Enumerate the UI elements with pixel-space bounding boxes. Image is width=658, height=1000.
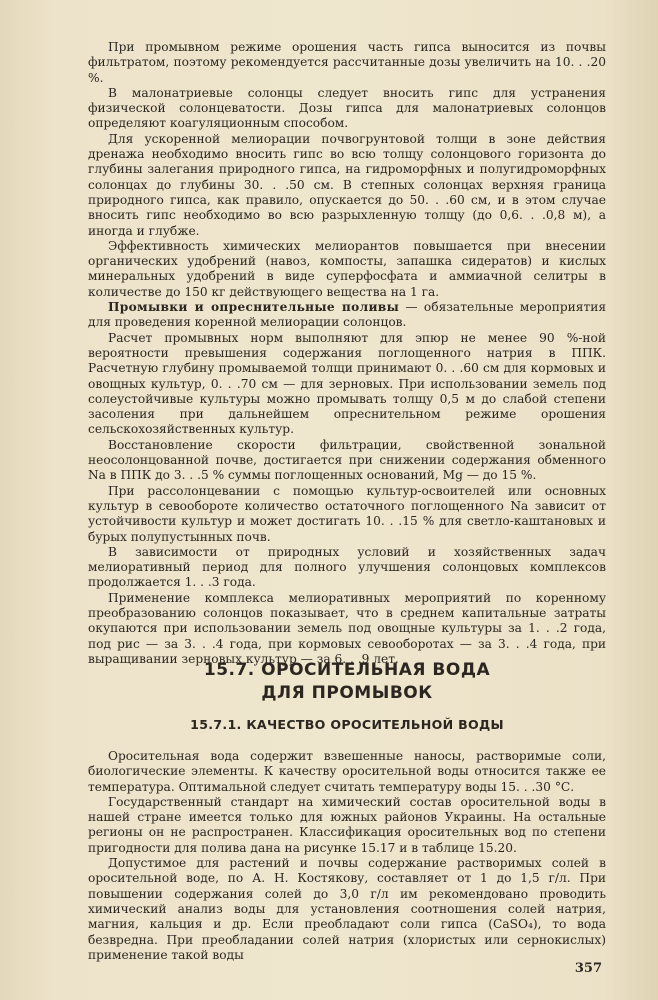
section-heading-line: ДЛЯ ПРОМЫВОК bbox=[261, 683, 433, 703]
paragraph-lead-term: Промывки и опреснительные поливы bbox=[108, 300, 400, 315]
body-text-bottom bbox=[88, 749, 606, 963]
paragraph: Применение комплекса мелиоративных мероприятий по коренному преобразованию солонцов показывает, что в среднем капитальные затраты окупаются при использовании земель под овощные культуры за 1. . .2 года, под рис — за 3. . .4 года, при кормовых севооборотах — за 3. . .4 года, при выращивании зерновых культур — за 6. . .9 лет. bbox=[88, 590, 606, 666]
paragraph: При промывном режиме орошения часть гипса выносится из почвы фильтратом, поэтому рекомендуется рассчитанные дозы увеличить на 10. . .20 %. bbox=[88, 40, 606, 85]
paragraph: В зависимости от природных условий и хозяйственных задач мелиоративный период для полного улучшения солонцовых комплексов продолжается 1. . .3 года. bbox=[88, 544, 606, 590]
section-heading-line: 15.7. ОРОСИТЕЛЬНАЯ ВОДА bbox=[203, 660, 491, 680]
paragraph: Эффективность химических мелиорантов повышается при внесении органических удобрений (навоз, компосты, запашка сидератов) и кислых минеральных удобрений в виде суперфосфата и аммиачной селитры в количестве до 150 кг действующего вещества на 1 га. bbox=[88, 238, 606, 299]
paragraph: В малонатриевые солонцы следует вносить гипс для устранения физической солонцеватости. Дозы гипса для малонатриевых солонцов определяют коагуляционным способом. bbox=[88, 85, 606, 131]
subsection-heading: 15.7.1. КАЧЕСТВО ОРОСИТЕЛЬНОЙ ВОДЫ bbox=[190, 717, 504, 732]
paragraph: Допустимое для растений и почвы содержание растворимых солей в оросительной воде, по А. Н. Костякову, составляет от 1 до 1,5 г/л. При повышении содержания солей до 3,0 г/л им рекомендовано проводить химический анализ воды для установления соотношения солей натрия, магния, кальция и др. Если преобладают соли гипса (CaSO₄), то вода безвредна. При преобладании солей натрия (хлористых или сернокислых) применение такой воды bbox=[88, 856, 606, 962]
paragraph: Оросительная вода содержит взвешенные наносы, растворимые соли, биологические элементы. К качеству оросительной воды относится также ее температура. Оптимальной следует считать температуру воды 15. . .30 °С. bbox=[88, 749, 606, 794]
paragraph-washing bbox=[88, 300, 606, 331]
paragraph: Для ускоренной мелиорации почвогрунтовой толщи в зоне действия дренажа необходимо вносить гипс во всю толщу солонцового горизонта до глубины залегания природного гипса, на гидроморфных и полугидроморфных солонцах до глубины 30. . .50 см. В степных солонцах верхняя граница природного гипса, как правило, опускается до 50. . .60 см, и в этом случае вносить гипс необходимо во всю разрыхленную толщу (до 0,6. . .0,8 м), а иногда и глубже. bbox=[88, 131, 606, 238]
paragraph: Государственный стандарт на химический состав оросительной воды в нашей стране имеется только для южных районов Украины. На остальные регионы он не распространен. Классификация оросительных вод по степени пригодности для полива дана на рисунке 15.17 и в таблице 15.20. bbox=[88, 794, 606, 855]
body-text-top bbox=[88, 40, 606, 667]
paragraph-rest: — обязательные мероприятия для проведения коренной мелиорации солонцов. bbox=[88, 300, 607, 330]
paragraph: Расчет промывных норм выполняют для эпюр не менее 90 %-ной вероятности превышения содержания поглощенного натрия в ППК. Расчетную глубину промываемой толщи принимают 0. . .60 см для кормовых и овощных культур, 0. . .70 см — для зерновых. При использовании земель под солеустойчивые культуры можно промывать толщу 0,5 м до слабой степени засоления при дальнейшем опреснительном режиме орошения сельскохозяйственных культур. bbox=[88, 330, 606, 437]
paragraph: Восстановление скорости фильтрации, свойственной зональной неосолонцованной почве, достигается при снижении содержания обменного Na в ППК до 3. . .5 % суммы поглощенных оснований, Mg — до 15 %. bbox=[88, 437, 606, 483]
paragraph: При рассолонцевании с помощью культур-освоителей или основных культур в севообороте количество остаточного поглощенного Na зависит от устойчивости культур и может достигать 10. . .15 % для светло-каштановых и бурых полупустынных почв. bbox=[88, 483, 606, 544]
page-number: 357 bbox=[574, 961, 602, 976]
section-heading bbox=[88, 659, 606, 705]
